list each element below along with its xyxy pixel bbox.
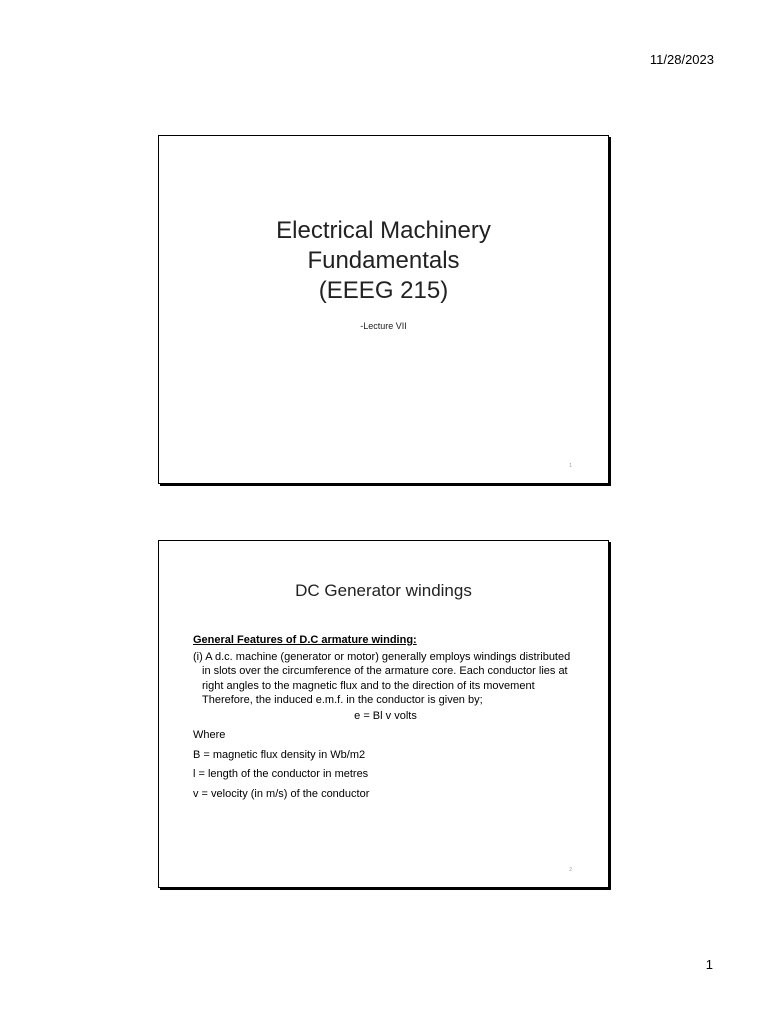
where-label: Where	[193, 729, 226, 741]
formula: e = Bl v volts	[354, 709, 417, 722]
slide-2-body	[193, 633, 578, 801]
title-line: Electrical Machinery	[276, 217, 491, 244]
print-date: 11/28/2023	[649, 52, 714, 67]
title-line: (EEEG 215)	[318, 277, 449, 304]
definition: l = length of the conductor in metres	[193, 768, 369, 780]
section-heading: General Features of D.C armature winding:	[193, 634, 417, 646]
slide-1-number: 1	[569, 463, 572, 469]
definition: v = velocity (in m/s) of the conductor	[193, 787, 370, 800]
slide-1-title	[159, 216, 608, 306]
slide-1-subtitle: -Lecture VII	[360, 321, 407, 331]
definition: B = magnetic flux density in Wb/m2	[193, 748, 366, 761]
paragraph: (i) A d.c. machine (generator or motor) generally employs windings distributed in slots over the circumference of the armature core. Each conductor lies at right angles to the magnetic flux and to the direction of its movement Therefore, the induced e.m.f. in the conductor is given by;	[193, 650, 571, 706]
title-line: Fundamentals	[307, 247, 460, 274]
slide-2-number: 2	[569, 867, 572, 873]
slide-2-title: DC Generator windings	[295, 581, 472, 600]
page-number: 1	[705, 957, 713, 972]
slide-1	[158, 135, 609, 484]
slide-2	[158, 540, 609, 888]
